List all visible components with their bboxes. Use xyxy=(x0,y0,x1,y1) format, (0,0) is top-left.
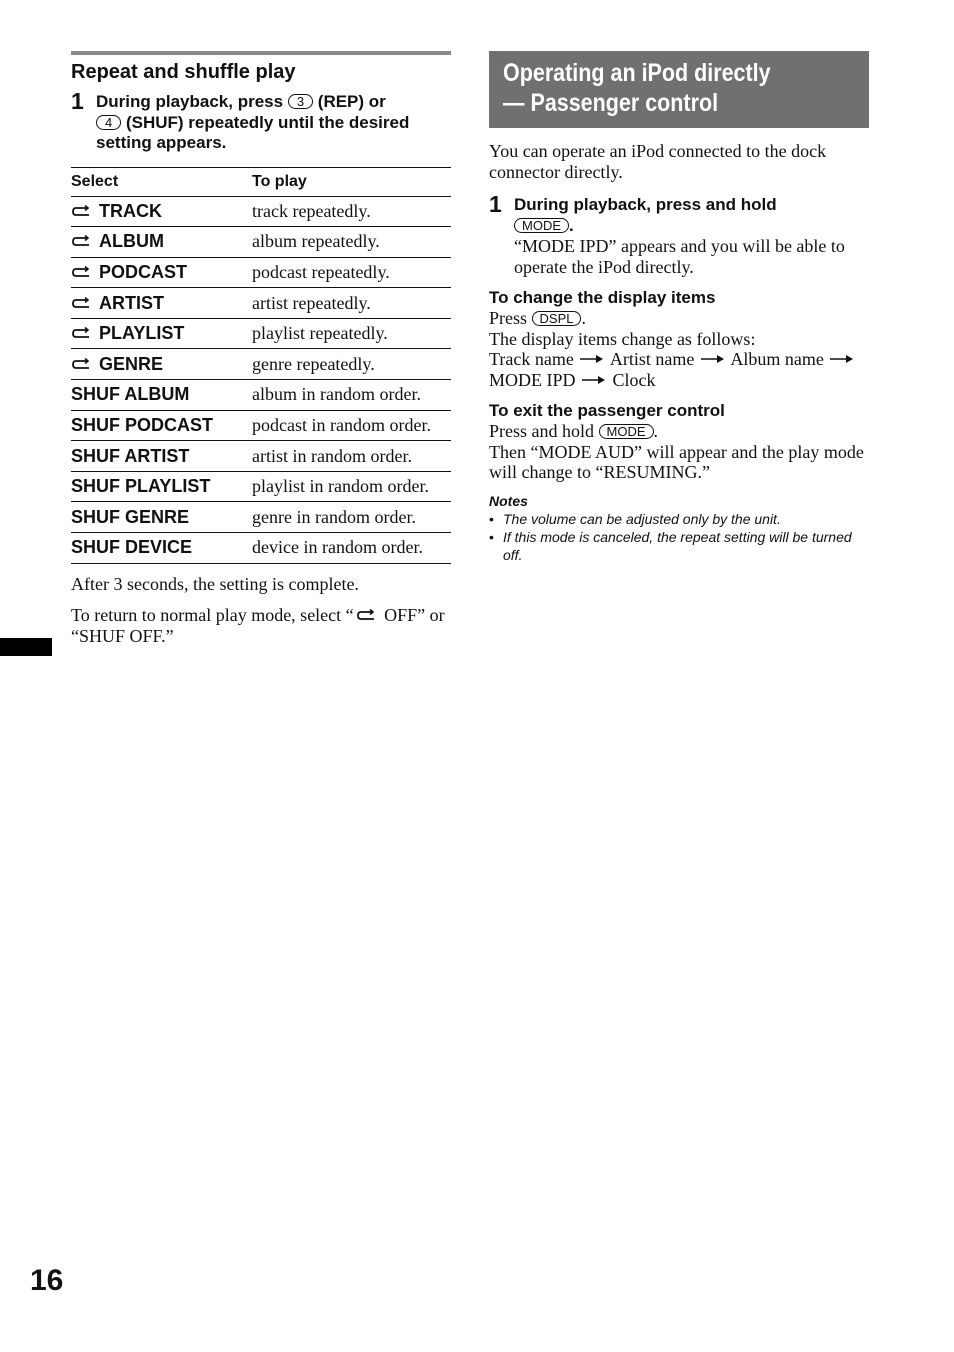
table-row xyxy=(71,441,451,472)
bullet: • xyxy=(489,510,494,527)
table-row xyxy=(71,410,451,441)
note-item xyxy=(489,528,869,564)
table-header-row xyxy=(71,167,451,196)
arrow-right-icon xyxy=(582,375,606,385)
step-text xyxy=(514,195,869,236)
table-row xyxy=(71,502,451,533)
select-cell xyxy=(71,410,252,441)
arrow-right-icon xyxy=(580,354,604,364)
select-label: PODCAST xyxy=(99,261,188,282)
step-1 xyxy=(71,88,451,154)
table-row xyxy=(71,288,451,319)
repeat-icon xyxy=(71,205,91,219)
bullet: • xyxy=(489,528,494,545)
select-cell xyxy=(71,441,252,472)
step-text-part: (REP) or xyxy=(317,92,386,111)
banner-title-line2: — Passenger control xyxy=(503,89,719,117)
exit-passenger-body xyxy=(489,421,869,483)
select-label: PLAYLIST xyxy=(99,323,185,344)
mode-key-button: MODE xyxy=(514,218,569,233)
to-play-cell: podcast repeatedly. xyxy=(252,257,451,288)
select-cell xyxy=(71,318,252,349)
repeat-icon xyxy=(71,266,91,280)
key-4-button: 4 xyxy=(96,115,121,130)
repeat-icon xyxy=(356,609,376,623)
select-label: SHUF GENRE xyxy=(71,506,190,527)
select-cell xyxy=(71,227,252,258)
table-row xyxy=(71,380,451,411)
side-tab-marker xyxy=(0,638,52,656)
table-row xyxy=(71,533,451,564)
select-cell xyxy=(71,533,252,564)
select-label: GENRE xyxy=(99,353,164,374)
select-cell xyxy=(71,471,252,502)
select-cell xyxy=(71,502,252,533)
table-row xyxy=(71,318,451,349)
select-cell xyxy=(71,288,252,319)
after-text: After 3 seconds, the setting is complete. xyxy=(71,573,359,594)
intro-text: You can operate an iPod connected to the dock connector directly. xyxy=(489,141,827,182)
select-cell xyxy=(71,380,252,411)
page-number: 16 xyxy=(30,1264,64,1297)
dspl-key-button: DSPL xyxy=(532,311,582,326)
notes-heading: Notes xyxy=(489,492,528,509)
period: . xyxy=(653,421,658,441)
repeat-icon xyxy=(71,327,91,341)
period: . xyxy=(581,308,586,328)
play-mode-table xyxy=(71,167,451,564)
exit-passenger-heading: To exit the passenger control xyxy=(489,401,725,420)
to-play-cell: podcast in random order. xyxy=(252,410,451,441)
table-row xyxy=(71,227,451,258)
to-play-cell: playlist repeatedly. xyxy=(252,318,451,349)
table-row xyxy=(71,196,451,227)
seq-item: Artist name xyxy=(609,349,695,369)
select-cell xyxy=(71,349,252,380)
table-row xyxy=(71,471,451,502)
table-header-select: Select xyxy=(71,167,252,196)
select-label: SHUF ARTIST xyxy=(71,445,190,466)
repeat-icon xyxy=(71,235,91,249)
note-item xyxy=(489,510,869,528)
step-text xyxy=(96,92,451,154)
to-play-cell: artist in random order. xyxy=(252,441,451,472)
repeat-icon xyxy=(71,358,91,372)
select-label: SHUF PLAYLIST xyxy=(71,476,211,497)
press-text: Press xyxy=(489,308,528,328)
to-play-cell: playlist in random order. xyxy=(252,471,451,502)
select-label: SHUF PODCAST xyxy=(71,414,214,435)
section-banner xyxy=(489,51,869,128)
step-text-part: (SHUF) repeatedly until the desired setting appears. xyxy=(96,112,410,152)
select-label: SHUF ALBUM xyxy=(71,384,190,405)
to-play-cell: album repeatedly. xyxy=(252,227,451,258)
section-top-rule xyxy=(71,51,451,55)
press-hold-text: Press and hold xyxy=(489,421,594,441)
exit-line2: Then “MODE AUD” will appear and the play mode will change to “RESUMING.” xyxy=(489,441,864,482)
select-label: SHUF DEVICE xyxy=(71,537,193,558)
to-play-cell: track repeatedly. xyxy=(252,196,451,227)
note-text: If this mode is canceled, the repeat setting will be turned off. xyxy=(503,528,852,563)
step-number: 1 xyxy=(489,191,502,217)
left-column xyxy=(71,51,451,647)
to-play-cell: genre in random order. xyxy=(252,502,451,533)
return-text-part: To return to normal play mode, select “ xyxy=(71,604,354,625)
step-text-part: During playback, press and hold xyxy=(514,195,777,214)
step-text-part: During playback, press xyxy=(96,92,284,111)
step-period: . xyxy=(569,215,574,235)
seq-item: MODE IPD xyxy=(489,369,576,390)
key-3-button: 3 xyxy=(288,94,313,109)
select-label: TRACK xyxy=(99,200,162,221)
select-cell xyxy=(71,196,252,227)
right-step-1 xyxy=(489,191,869,277)
seq-item: Clock xyxy=(612,369,656,390)
to-play-cell: artist repeatedly. xyxy=(252,288,451,319)
to-play-cell: genre repeatedly. xyxy=(252,349,451,380)
repeat-icon xyxy=(71,297,91,311)
select-cell xyxy=(71,257,252,288)
return-text-part: OFF” or “SHUF OFF.” xyxy=(71,604,445,646)
table-row xyxy=(71,257,451,288)
change-display-heading: To change the display items xyxy=(489,288,716,307)
section-title: Repeat and shuffle play xyxy=(71,61,296,83)
mode-key-button: MODE xyxy=(599,424,654,439)
right-column xyxy=(489,51,869,564)
select-label: ALBUM xyxy=(99,231,164,252)
return-text xyxy=(71,605,451,647)
change-display-body xyxy=(489,308,869,390)
table-row xyxy=(71,349,451,380)
banner-title-line1: Operating an iPod directly xyxy=(503,59,771,87)
seq-item: Track name xyxy=(489,349,574,369)
arrow-right-icon xyxy=(701,354,725,364)
step-description: “MODE IPD” appears and you will be able to operate the iPod directly. xyxy=(514,236,845,277)
to-play-cell: album in random order. xyxy=(252,380,451,411)
note-text: The volume can be adjusted only by the unit. xyxy=(503,510,781,527)
to-play-cell: device in random order. xyxy=(252,533,451,564)
change-line2: The display items change as follows: xyxy=(489,328,756,349)
table-header-to-play: To play xyxy=(252,167,451,196)
step-number: 1 xyxy=(71,88,84,114)
arrow-right-icon xyxy=(830,354,854,364)
select-label: ARTIST xyxy=(99,292,164,313)
seq-item: Album name xyxy=(730,349,824,369)
